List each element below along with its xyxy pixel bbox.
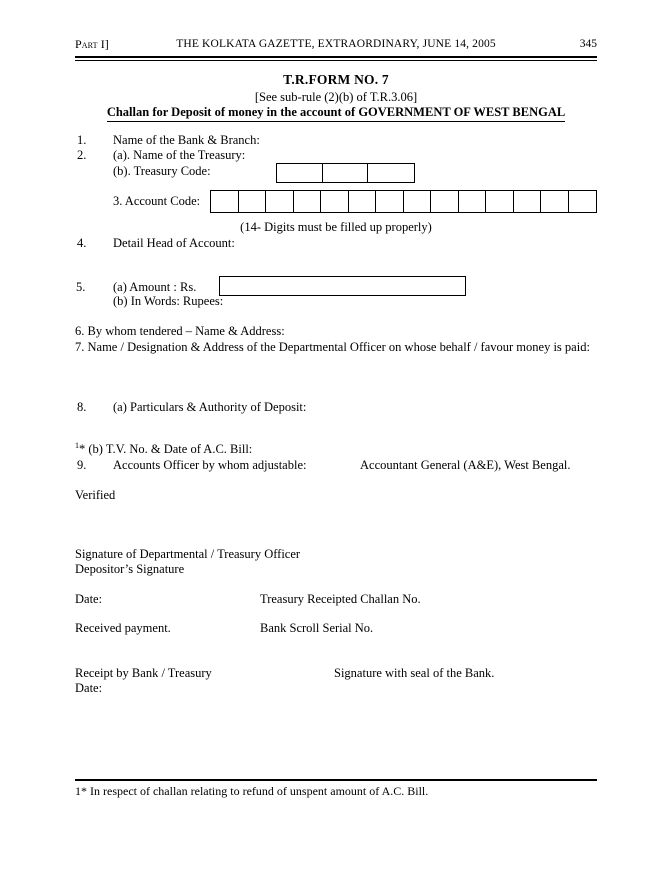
- treasury-receipted-challan-label: Treasury Receipted Challan No.: [260, 592, 421, 606]
- receipt-by-bank-treasury-label: Receipt by Bank / Treasury: [75, 666, 212, 680]
- bank-signature-seal-label: Signature with seal of the Bank.: [334, 666, 495, 680]
- item-9-value: Accountant General (A&E), West Bengal.: [360, 458, 571, 472]
- date-label-receipt: Date:: [75, 681, 103, 695]
- item-3-label: 3. Account Code:: [113, 194, 201, 208]
- account-code-box-group[interactable]: [210, 190, 597, 213]
- header-double-rule: [75, 56, 597, 61]
- item-5b-label: (b) In Words: Rupees:: [113, 294, 224, 308]
- account-code-box-2[interactable]: [239, 191, 267, 212]
- footnote-marker-superscript: 1: [75, 440, 79, 450]
- account-code-box-6[interactable]: [349, 191, 377, 212]
- account-code-box-9[interactable]: [431, 191, 459, 212]
- item-7-label: 7. Name / Designation & Address of the Departmental Officer on whose behalf / favour money is paid:: [75, 340, 590, 354]
- account-code-box-13[interactable]: [541, 191, 569, 212]
- account-code-box-5[interactable]: [321, 191, 349, 212]
- footnote-separator-rule: [75, 779, 597, 781]
- page-number: 345: [579, 38, 597, 50]
- running-head-gazette-title: THE KOLKATA GAZETTE, EXTRAORDINARY, JUNE 14, 2005: [176, 38, 496, 50]
- item-8-number: 8.: [77, 400, 87, 414]
- treasury-code-box-3[interactable]: [368, 164, 414, 182]
- item-9-number: 9.: [77, 458, 87, 472]
- form-title: T.R.FORM NO. 7: [283, 72, 389, 87]
- amount-input-box[interactable]: [219, 276, 466, 296]
- verified-label: Verified: [75, 488, 116, 502]
- account-code-box-10[interactable]: [459, 191, 487, 212]
- account-code-box-4[interactable]: [294, 191, 322, 212]
- item-5-number: 5.: [76, 280, 86, 294]
- account-code-box-14[interactable]: [569, 191, 597, 212]
- treasury-code-box-1[interactable]: [277, 164, 323, 182]
- account-code-box-7[interactable]: [376, 191, 404, 212]
- account-code-note: (14- Digits must be filled up properly): [240, 220, 432, 234]
- item-9-label: Accounts Officer by whom adjustable:: [113, 458, 307, 472]
- account-code-box-12[interactable]: [514, 191, 542, 212]
- account-code-box-3[interactable]: [266, 191, 294, 212]
- challan-heading-text: Challan for Deposit of money in the account of GOVERNMENT OF WEST BENGAL: [107, 104, 565, 122]
- item-8a-label: (a) Particulars & Authority of Deposit:: [113, 400, 307, 414]
- item-8b-label-text: * (b) T.V. No. & Date of A.C. Bill:: [79, 442, 253, 456]
- item-2-number: 2.: [77, 148, 87, 162]
- account-code-box-1[interactable]: [211, 191, 239, 212]
- item-2a-label: (a). Name of the Treasury:: [113, 148, 246, 162]
- treasury-code-box-2[interactable]: [323, 164, 369, 182]
- departmental-officer-signature-label: Signature of Departmental / Treasury Officer: [75, 547, 301, 561]
- item-8b-label: [75, 442, 252, 457]
- challan-heading: [75, 104, 597, 122]
- form-subrule-reference: [See sub-rule (2)(b) of T.R.3.06]: [254, 90, 418, 104]
- received-payment-label: Received payment.: [75, 621, 171, 635]
- treasury-code-box-group[interactable]: [276, 163, 415, 183]
- item-1-number: 1.: [77, 133, 87, 147]
- depositor-signature-label: Depositor’s Signature: [75, 562, 185, 576]
- footnote-text: 1* In respect of challan relating to refund of unspent amount of A.C. Bill.: [75, 784, 429, 798]
- running-head-part-label: Part I]: [75, 37, 109, 51]
- item-4-label: Detail Head of Account:: [113, 236, 235, 250]
- bank-scroll-serial-label: Bank Scroll Serial No.: [260, 621, 374, 635]
- account-code-box-8[interactable]: [404, 191, 432, 212]
- page-content-area: [75, 0, 597, 870]
- running-head: [75, 36, 597, 52]
- item-5a-label: (a) Amount : Rs.: [113, 280, 197, 294]
- item-2b-label: (b). Treasury Code:: [113, 164, 211, 178]
- date-label-treasury: Date:: [75, 592, 103, 606]
- item-4-number: 4.: [77, 236, 87, 250]
- item-1-label: Name of the Bank & Branch:: [113, 133, 260, 147]
- item-6-label: 6. By whom tendered – Name & Address:: [75, 324, 285, 338]
- account-code-box-11[interactable]: [486, 191, 514, 212]
